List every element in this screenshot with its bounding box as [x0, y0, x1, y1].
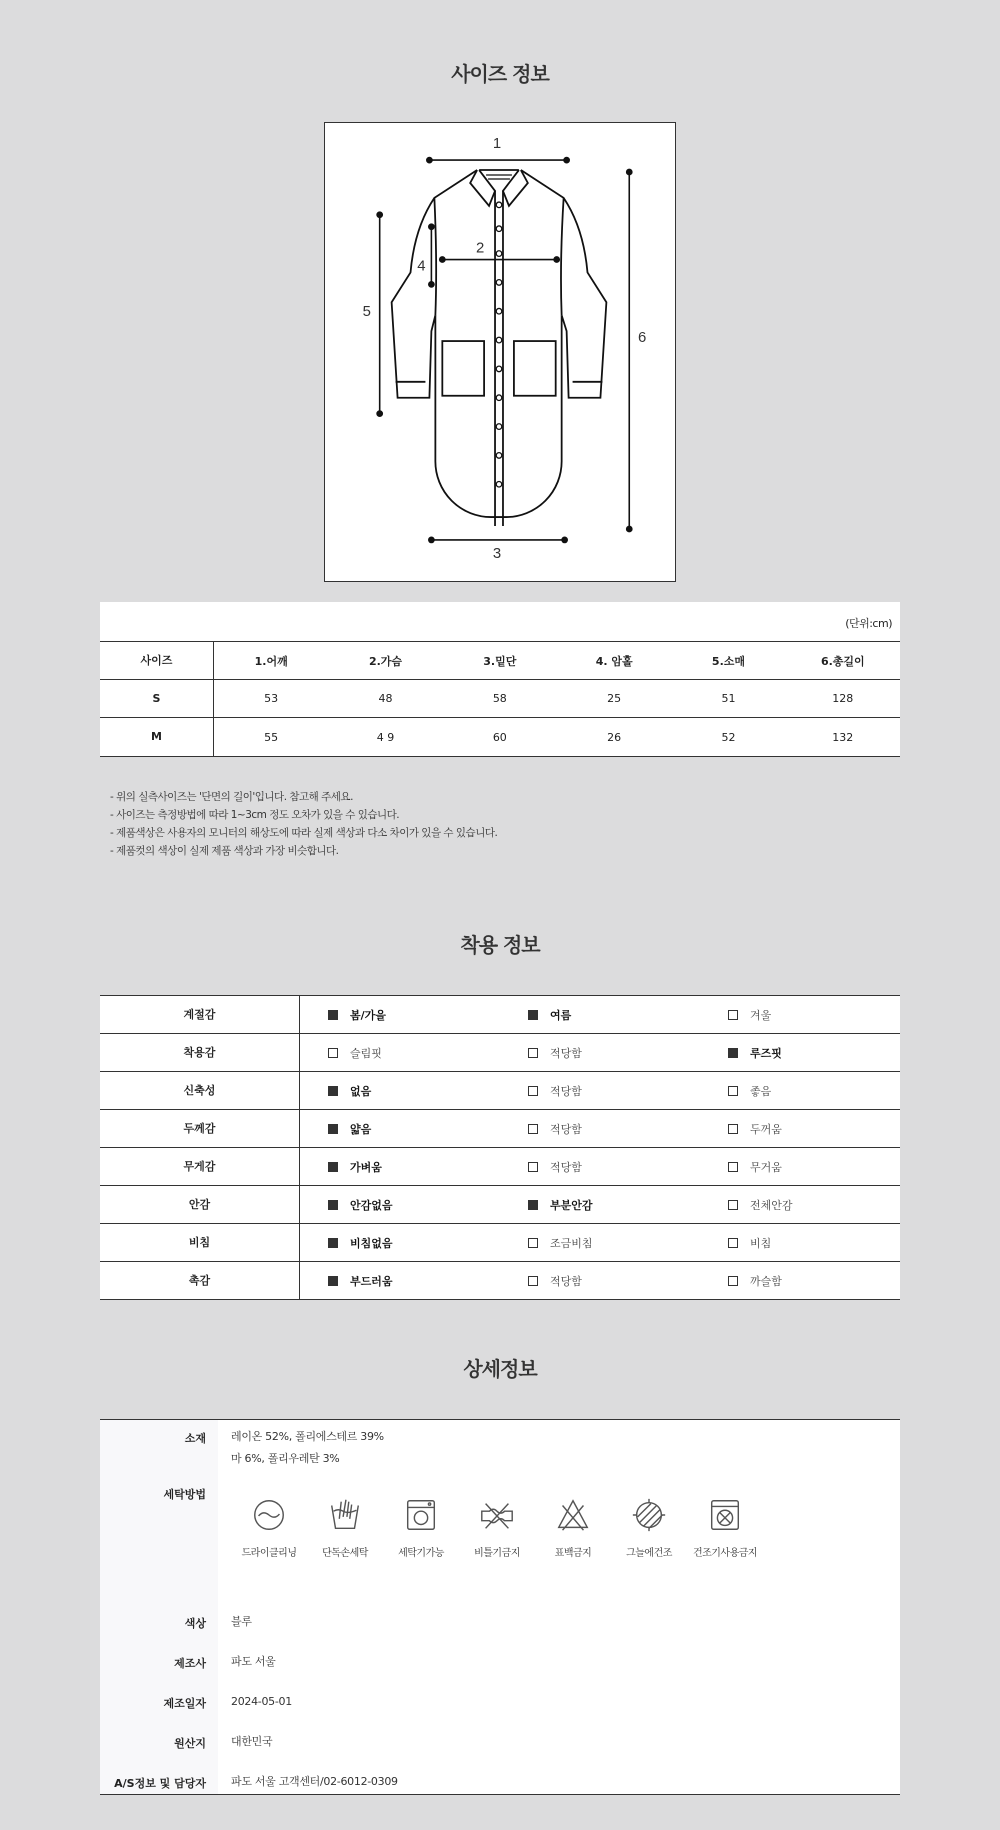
fit-option — [500, 1159, 700, 1175]
no-bleach-icon — [554, 1496, 592, 1534]
fit-option-label: 적당함 — [550, 1274, 582, 1288]
wash-item — [687, 1496, 763, 1559]
fit-info-title: 착용 정보 — [460, 933, 540, 957]
checked-box-icon — [328, 1124, 338, 1134]
fit-option-label: 두꺼움 — [750, 1122, 782, 1136]
table-cell: 26 — [607, 730, 622, 744]
wash-item-label: 건조기사용금지 — [692, 1548, 758, 1559]
unchecked-box-icon — [728, 1238, 738, 1248]
origin-label: 원산지 — [174, 1737, 206, 1750]
header-cell: 3.밑단 — [483, 654, 517, 668]
fit-row-label: 안감 — [100, 1186, 300, 1223]
fit-option-label: 적당함 — [550, 1122, 582, 1136]
wash-item — [535, 1496, 611, 1559]
table-cell: 51 — [721, 692, 736, 705]
wash-item-label: 비틀기금지 — [474, 1548, 520, 1559]
fit-option — [500, 1045, 700, 1061]
unchecked-box-icon — [528, 1162, 538, 1172]
table-cell: 60 — [492, 730, 507, 744]
unchecked-box-icon — [728, 1124, 738, 1134]
fit-option-label: 얇음 — [350, 1122, 372, 1136]
fit-option-label: 까슬함 — [750, 1274, 782, 1288]
size-table-header — [100, 642, 900, 680]
size-cell: S — [100, 680, 214, 717]
fit-row — [100, 1186, 900, 1224]
table-cell: 128 — [832, 692, 854, 705]
fit-option — [300, 1007, 500, 1023]
fit-option — [500, 1235, 700, 1251]
table-row — [100, 718, 900, 756]
wash-item — [307, 1496, 383, 1559]
fit-option-label: 부분안감 — [550, 1198, 593, 1212]
table-cell: 132 — [832, 730, 854, 744]
fit-option-label: 무거움 — [750, 1160, 782, 1174]
unchecked-box-icon — [528, 1238, 538, 1248]
checked-box-icon — [328, 1086, 338, 1096]
size-table — [100, 602, 900, 757]
table-row — [100, 680, 900, 718]
wash-item — [459, 1496, 535, 1559]
diagram-label-5: 5 — [362, 304, 371, 321]
fit-row-label: 비침 — [100, 1224, 300, 1261]
fit-option — [700, 1083, 900, 1099]
checked-box-icon — [328, 1200, 338, 1210]
coat-diagram-svg — [325, 123, 675, 581]
fit-option — [700, 1197, 900, 1213]
fit-row — [100, 1110, 900, 1148]
fit-row-label: 두께감 — [100, 1110, 300, 1147]
fit-row-label: 신축성 — [100, 1072, 300, 1109]
header-cell: 5.소매 — [711, 654, 746, 668]
fit-row-label: 계절감 — [100, 996, 300, 1033]
maker-value: 파도 서울 — [231, 1655, 276, 1668]
diagram-label-4: 4 — [417, 258, 426, 275]
fit-row — [100, 1148, 900, 1186]
no-wring-icon — [478, 1496, 516, 1534]
hand-wash-icon — [326, 1496, 364, 1534]
checked-box-icon — [328, 1010, 338, 1020]
fit-option-label: 슬림핏 — [350, 1046, 382, 1060]
fit-option-label: 루즈핏 — [750, 1046, 782, 1060]
fit-row-label: 무게감 — [100, 1148, 300, 1185]
table-cell: 48 — [378, 692, 393, 705]
note-line: - 제품색상은 사용자의 모니터의 해상도에 따라 실제 색상과 다소 차이가 있을 수 있습니다. — [110, 827, 498, 839]
fit-option-label: 적당함 — [550, 1084, 582, 1098]
unchecked-box-icon — [328, 1048, 338, 1058]
fit-option — [300, 1083, 500, 1099]
fit-option — [700, 1045, 900, 1061]
fit-option — [700, 1235, 900, 1251]
fit-option-label: 비침 — [750, 1236, 772, 1250]
fit-option — [700, 1159, 900, 1175]
unchecked-box-icon — [528, 1086, 538, 1096]
fit-option-label: 없음 — [350, 1084, 372, 1098]
fit-row — [100, 1224, 900, 1262]
fit-row-label: 촉감 — [100, 1262, 300, 1299]
shade-dry-icon — [630, 1496, 668, 1534]
fit-option — [500, 1273, 700, 1289]
wash-item-label: 드라이클리닝 — [241, 1548, 297, 1559]
table-cell: 58 — [492, 692, 507, 705]
fit-row — [100, 1072, 900, 1110]
size-info-title: 사이즈 정보 — [451, 62, 549, 86]
header-cell: 4. 암홀 — [595, 654, 633, 668]
unchecked-box-icon — [528, 1276, 538, 1286]
fit-option — [500, 1083, 700, 1099]
fit-option-label: 부드러움 — [350, 1274, 393, 1288]
fit-option — [700, 1273, 900, 1289]
unchecked-box-icon — [728, 1162, 738, 1172]
fit-option — [300, 1045, 500, 1061]
checked-box-icon — [328, 1162, 338, 1172]
fit-row — [100, 996, 900, 1034]
material-line: 레이온 52%, 폴리에스테르 39% — [231, 1430, 384, 1443]
unchecked-box-icon — [728, 1276, 738, 1286]
wash-item — [611, 1496, 687, 1559]
color-label: 색상 — [184, 1617, 206, 1630]
unchecked-box-icon — [528, 1124, 538, 1134]
unchecked-box-icon — [528, 1048, 538, 1058]
wash-item — [231, 1496, 307, 1559]
fit-option — [300, 1197, 500, 1213]
table-cell: 25 — [607, 692, 622, 705]
material-label: 소재 — [184, 1432, 206, 1445]
wash-item — [383, 1496, 459, 1559]
detail-info-title: 상세정보 — [463, 1357, 537, 1381]
checked-box-icon — [328, 1238, 338, 1248]
note-line: - 사이즈는 측정방법에 따라 1~3cm 정도 오차가 있을 수 있습니다. — [110, 809, 400, 821]
diagram-label-1: 1 — [492, 136, 502, 153]
checked-box-icon — [528, 1200, 538, 1210]
diagram-label-6: 6 — [638, 330, 647, 347]
fit-option-label: 가벼움 — [350, 1160, 382, 1174]
note-line: - 위의 실측사이즈는 '단면의 길이'입니다. 참고해 주세요. — [110, 791, 353, 803]
fit-option — [500, 1121, 700, 1137]
date-value: 2024-05-01 — [231, 1695, 292, 1708]
checked-box-icon — [728, 1048, 738, 1058]
header-cell: 6.총길이 — [820, 654, 865, 668]
checked-box-icon — [328, 1276, 338, 1286]
fit-option-label: 여름 — [550, 1008, 572, 1022]
fit-option-label: 적당함 — [550, 1160, 582, 1174]
date-label: 제조일자 — [163, 1697, 206, 1710]
table-cell: 55 — [264, 730, 279, 744]
unchecked-box-icon — [728, 1086, 738, 1096]
size-cell: M — [100, 718, 214, 756]
fit-option-label: 좋음 — [750, 1084, 772, 1098]
fit-option — [300, 1159, 500, 1175]
wash-item-label: 그늘에건조 — [626, 1548, 672, 1559]
wash-item-label: 표백금지 — [554, 1548, 592, 1559]
fit-option-label: 안감없음 — [350, 1198, 393, 1212]
diagram-label-2: 2 — [475, 240, 485, 257]
table-cell: 53 — [264, 692, 279, 705]
size-notes — [110, 788, 497, 860]
fit-option — [500, 1007, 700, 1023]
color-value: 블루 — [231, 1615, 252, 1628]
fit-option — [300, 1273, 500, 1289]
no-tumble-dry-icon — [706, 1496, 744, 1534]
header-cell: 2.가슴 — [368, 654, 403, 668]
header-cell: 1.어깨 — [254, 654, 288, 668]
fit-option-label: 전체안감 — [750, 1198, 793, 1212]
diagram-label-3: 3 — [492, 545, 502, 562]
as-label: A/S정보 및 담당자 — [114, 1777, 206, 1790]
fit-option-label: 봄/가을 — [350, 1008, 386, 1022]
fit-option — [700, 1121, 900, 1137]
fit-table — [100, 995, 900, 1300]
fit-option-label: 겨울 — [750, 1008, 772, 1022]
material-line: 마 6%, 폴리우레탄 3% — [231, 1452, 340, 1465]
detail-table — [100, 1419, 900, 1795]
header-cell: 사이즈 — [100, 642, 214, 679]
size-diagram — [324, 122, 676, 582]
wash-item-label: 단독손세탁 — [322, 1548, 368, 1559]
maker-label: 제조사 — [174, 1657, 206, 1670]
table-cell: 52 — [721, 730, 736, 744]
wash-item-label: 세탁기가능 — [398, 1548, 444, 1559]
fit-option-label: 비침없음 — [350, 1236, 393, 1250]
washing-machine-icon — [402, 1496, 440, 1534]
dry-cleaning-icon — [250, 1496, 288, 1534]
fit-option — [300, 1235, 500, 1251]
material-value — [231, 1426, 384, 1470]
unit-label: (단위:cm) — [100, 602, 900, 642]
origin-value: 대한민국 — [231, 1735, 273, 1748]
unchecked-box-icon — [728, 1200, 738, 1210]
note-line: - 제품컷의 색상이 실제 제품 색상과 가장 비슷합니다. — [110, 845, 339, 857]
as-value: 파도 서울 고객센터/02-6012-0309 — [231, 1775, 398, 1788]
fit-option — [500, 1197, 700, 1213]
fit-option-label: 적당함 — [550, 1046, 582, 1060]
fit-row — [100, 1262, 900, 1300]
fit-row-label: 착용감 — [100, 1034, 300, 1071]
fit-option — [700, 1007, 900, 1023]
unchecked-box-icon — [728, 1010, 738, 1020]
wash-label: 세탁방법 — [163, 1488, 206, 1501]
wash-icons — [231, 1496, 763, 1559]
checked-box-icon — [528, 1010, 538, 1020]
table-cell: 4 9 — [376, 730, 395, 744]
fit-option-label: 조금비침 — [550, 1236, 593, 1250]
fit-option — [300, 1121, 500, 1137]
fit-row — [100, 1034, 900, 1072]
